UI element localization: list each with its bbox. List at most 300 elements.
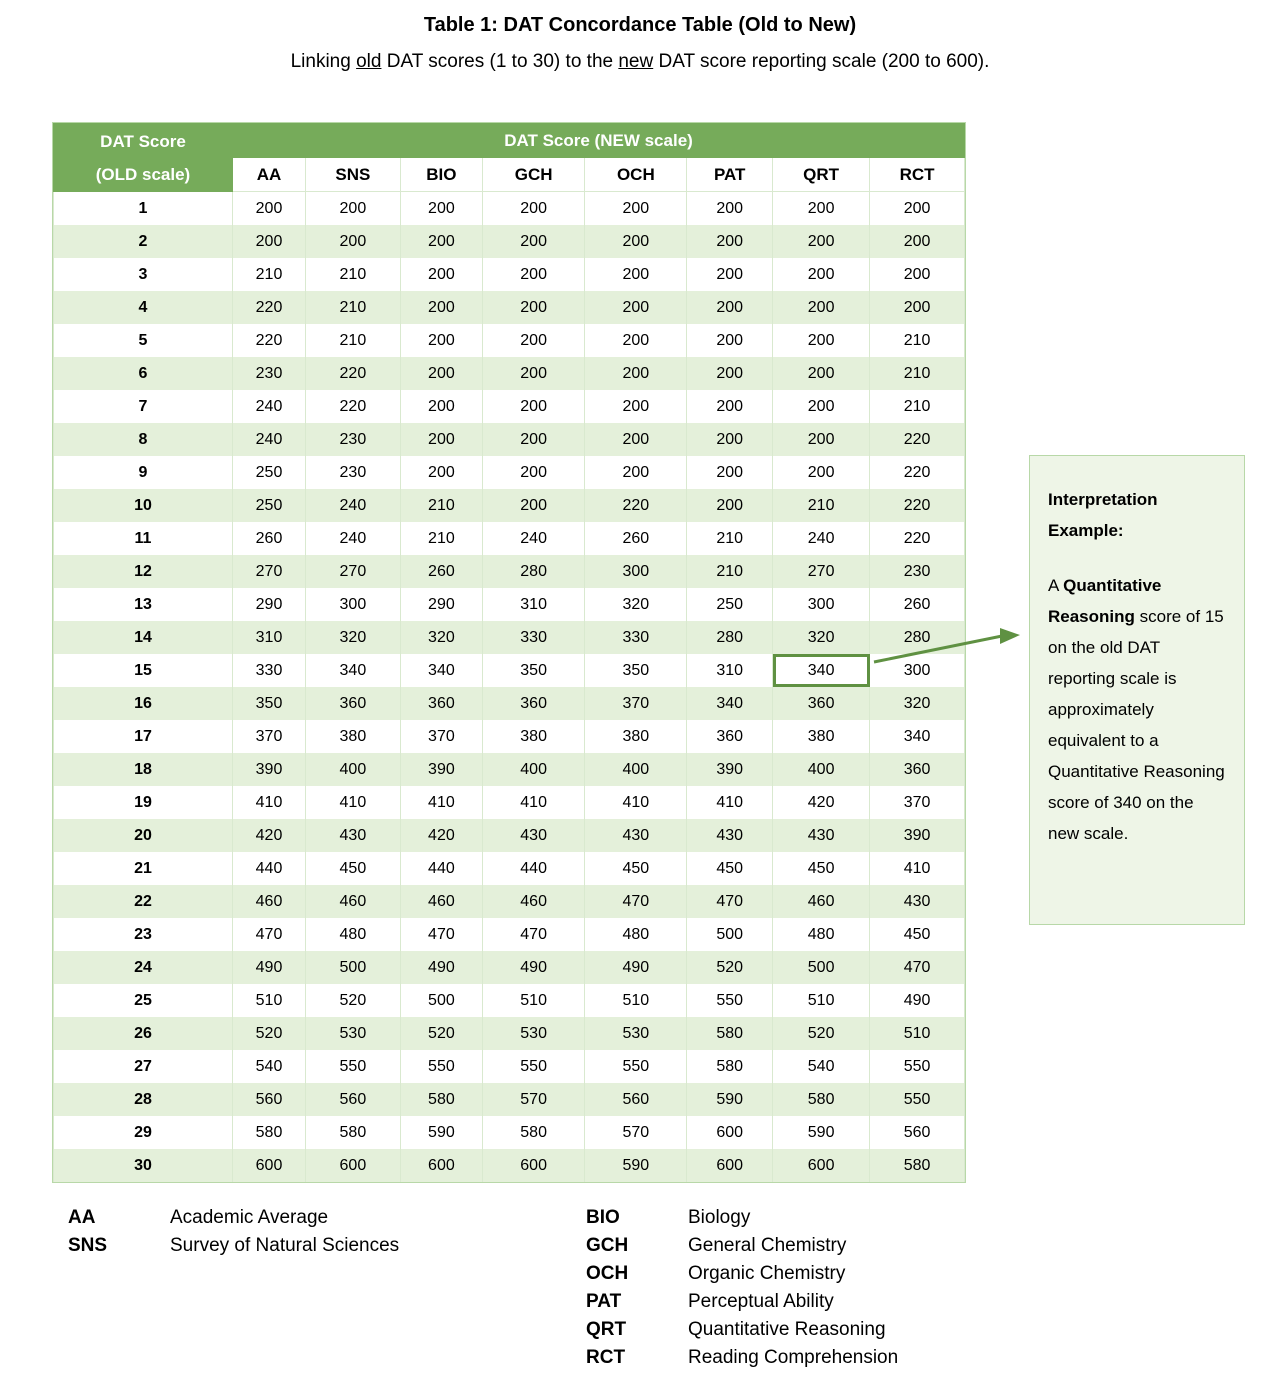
- score-cell-och: 410: [585, 786, 687, 819]
- callout-bold-term: Quantitative Reasoning: [1048, 576, 1162, 626]
- score-cell-sns: 270: [305, 555, 400, 588]
- score-cell-sns: 400: [305, 753, 400, 786]
- score-cell-pat: 200: [687, 456, 773, 489]
- score-cell-och: 590: [585, 1149, 687, 1182]
- score-cell-sns: 220: [305, 390, 400, 423]
- score-cell-bio: 490: [400, 951, 482, 984]
- header-old-scale-line1: DAT Score: [100, 131, 186, 151]
- old-score-cell: 11: [54, 522, 233, 555]
- legend-abbreviation: BIO: [586, 1207, 620, 1228]
- score-cell-gch: 600: [483, 1149, 585, 1182]
- legend-abbreviation: PAT: [586, 1291, 622, 1312]
- score-cell-rct: 550: [870, 1050, 965, 1083]
- score-cell-bio: 200: [400, 357, 482, 390]
- old-score-cell: 2: [54, 225, 233, 258]
- old-score-cell: 27: [54, 1050, 233, 1083]
- score-cell-aa: 290: [233, 588, 306, 621]
- score-cell-qrt: 600: [773, 1149, 870, 1182]
- score-cell-qrt: 420: [773, 786, 870, 819]
- score-cell-gch: 440: [483, 852, 585, 885]
- score-cell-sns: 430: [305, 819, 400, 852]
- score-cell-och: 200: [585, 258, 687, 291]
- header-old-scale: [54, 124, 233, 192]
- score-cell-sns: 520: [305, 984, 400, 1017]
- score-cell-rct: 280: [870, 621, 965, 654]
- score-cell-aa: 350: [233, 687, 306, 720]
- score-cell-pat: 200: [687, 192, 773, 226]
- legend-item: [586, 1260, 898, 1288]
- score-cell-bio: 200: [400, 423, 482, 456]
- score-cell-sns: 580: [305, 1116, 400, 1149]
- column-header-bio: BIO: [400, 158, 482, 192]
- score-cell-aa: 240: [233, 390, 306, 423]
- table-row: [54, 522, 965, 555]
- score-cell-pat: 200: [687, 258, 773, 291]
- score-cell-gch: 400: [483, 753, 585, 786]
- score-cell-qrt: 540: [773, 1050, 870, 1083]
- old-score-cell: 24: [54, 951, 233, 984]
- table-row: [54, 720, 965, 753]
- score-cell-rct: 430: [870, 885, 965, 918]
- score-cell-bio: 470: [400, 918, 482, 951]
- score-cell-sns: 210: [305, 291, 400, 324]
- legend-abbreviation: AA: [68, 1207, 96, 1228]
- score-cell-rct: 550: [870, 1083, 965, 1116]
- score-cell-aa: 440: [233, 852, 306, 885]
- table-row: [54, 786, 965, 819]
- score-cell-qrt: 200: [773, 225, 870, 258]
- score-cell-bio: 200: [400, 324, 482, 357]
- score-cell-rct: 510: [870, 1017, 965, 1050]
- score-cell-bio: 550: [400, 1050, 482, 1083]
- score-cell-gch: 310: [483, 588, 585, 621]
- score-cell-pat: 200: [687, 357, 773, 390]
- old-score-cell: 15: [54, 654, 233, 687]
- score-cell-gch: 200: [483, 225, 585, 258]
- score-cell-aa: 240: [233, 423, 306, 456]
- old-score-cell: 18: [54, 753, 233, 786]
- old-score-cell: 30: [54, 1149, 233, 1182]
- legend-definition: Reading Comprehension: [688, 1347, 899, 1368]
- header-old-scale-line2: (OLD scale): [95, 164, 191, 184]
- score-cell-pat: 390: [687, 753, 773, 786]
- score-cell-gch: 580: [483, 1116, 585, 1149]
- table-row: [54, 192, 965, 226]
- score-cell-sns: 320: [305, 621, 400, 654]
- highlighted-score-cell: 340: [773, 654, 870, 687]
- old-score-cell: 6: [54, 357, 233, 390]
- score-cell-gch: 570: [483, 1083, 585, 1116]
- table-row: [54, 1050, 965, 1083]
- score-cell-pat: 200: [687, 489, 773, 522]
- score-cell-och: 480: [585, 918, 687, 951]
- score-cell-bio: 460: [400, 885, 482, 918]
- score-cell-aa: 420: [233, 819, 306, 852]
- score-cell-qrt: 500: [773, 951, 870, 984]
- legend-abbreviation: OCH: [586, 1263, 629, 1284]
- legend-abbreviation: RCT: [586, 1347, 626, 1368]
- score-cell-och: 260: [585, 522, 687, 555]
- score-cell-aa: 540: [233, 1050, 306, 1083]
- old-score-cell: 5: [54, 324, 233, 357]
- table-row: [54, 357, 965, 390]
- table-row: [54, 489, 965, 522]
- score-cell-rct: 320: [870, 687, 965, 720]
- score-cell-bio: 200: [400, 258, 482, 291]
- page-subtitle: [0, 51, 1280, 73]
- subtitle-part-3: DAT score reporting scale (200 to 600).: [653, 51, 990, 72]
- legend-definition: Perceptual Ability: [688, 1291, 834, 1312]
- score-cell-sns: 220: [305, 357, 400, 390]
- score-cell-och: 200: [585, 291, 687, 324]
- table-row: [54, 423, 965, 456]
- score-cell-qrt: 510: [773, 984, 870, 1017]
- old-score-cell: 19: [54, 786, 233, 819]
- table-row: [54, 984, 965, 1017]
- score-cell-qrt: 320: [773, 621, 870, 654]
- score-cell-gch: 470: [483, 918, 585, 951]
- score-cell-pat: 200: [687, 291, 773, 324]
- score-cell-rct: 210: [870, 324, 965, 357]
- old-score-cell: 13: [54, 588, 233, 621]
- score-cell-bio: 200: [400, 192, 482, 226]
- score-cell-gch: 200: [483, 291, 585, 324]
- score-cell-rct: 370: [870, 786, 965, 819]
- score-cell-gch: 360: [483, 687, 585, 720]
- score-cell-och: 200: [585, 324, 687, 357]
- score-cell-rct: 560: [870, 1116, 965, 1149]
- table-row: [54, 291, 965, 324]
- score-cell-qrt: 200: [773, 423, 870, 456]
- score-cell-pat: 430: [687, 819, 773, 852]
- legend-abbreviation: GCH: [586, 1235, 629, 1256]
- score-cell-qrt: 520: [773, 1017, 870, 1050]
- table-row: [54, 621, 965, 654]
- score-cell-aa: 580: [233, 1116, 306, 1149]
- old-score-cell: 23: [54, 918, 233, 951]
- score-cell-rct: 260: [870, 588, 965, 621]
- table-row: [54, 555, 965, 588]
- score-cell-qrt: 300: [773, 588, 870, 621]
- table-row: [54, 456, 965, 489]
- score-cell-bio: 290: [400, 588, 482, 621]
- score-cell-rct: 360: [870, 753, 965, 786]
- score-cell-aa: 390: [233, 753, 306, 786]
- score-cell-sns: 560: [305, 1083, 400, 1116]
- score-cell-qrt: 430: [773, 819, 870, 852]
- concordance-table: [53, 123, 965, 1182]
- score-cell-pat: 200: [687, 390, 773, 423]
- score-cell-sns: 380: [305, 720, 400, 753]
- table-row: [54, 1149, 965, 1182]
- score-cell-qrt: 200: [773, 390, 870, 423]
- score-cell-sns: 340: [305, 654, 400, 687]
- legend-item: [68, 1204, 399, 1232]
- score-cell-bio: 410: [400, 786, 482, 819]
- score-cell-aa: 330: [233, 654, 306, 687]
- score-cell-gch: 200: [483, 390, 585, 423]
- column-header-gch: GCH: [483, 158, 585, 192]
- score-cell-rct: 200: [870, 192, 965, 226]
- score-cell-qrt: 590: [773, 1116, 870, 1149]
- score-cell-sns: 300: [305, 588, 400, 621]
- score-cell-qrt: 360: [773, 687, 870, 720]
- old-score-cell: 4: [54, 291, 233, 324]
- score-cell-aa: 600: [233, 1149, 306, 1182]
- score-cell-rct: 220: [870, 423, 965, 456]
- score-cell-och: 300: [585, 555, 687, 588]
- table-row: [54, 918, 965, 951]
- score-cell-och: 530: [585, 1017, 687, 1050]
- legend-definition: Organic Chemistry: [688, 1263, 846, 1284]
- subtitle-part-2: DAT scores (1 to 30) to the: [381, 51, 619, 72]
- score-cell-sns: 450: [305, 852, 400, 885]
- column-header-och: OCH: [585, 158, 687, 192]
- legend-column-left: [68, 1204, 399, 1260]
- score-cell-och: 200: [585, 357, 687, 390]
- score-cell-och: 400: [585, 753, 687, 786]
- score-cell-rct: 220: [870, 456, 965, 489]
- score-cell-rct: 210: [870, 390, 965, 423]
- score-cell-och: 350: [585, 654, 687, 687]
- score-cell-sns: 240: [305, 522, 400, 555]
- score-cell-bio: 520: [400, 1017, 482, 1050]
- score-cell-pat: 210: [687, 522, 773, 555]
- score-cell-sns: 460: [305, 885, 400, 918]
- score-cell-aa: 210: [233, 258, 306, 291]
- score-cell-pat: 450: [687, 852, 773, 885]
- score-cell-och: 200: [585, 390, 687, 423]
- score-cell-gch: 410: [483, 786, 585, 819]
- legend-definition: Quantitative Reasoning: [688, 1319, 886, 1340]
- old-score-cell: 12: [54, 555, 233, 588]
- table-header-row-1: [54, 124, 965, 158]
- column-header-qrt: QRT: [773, 158, 870, 192]
- callout-text-part-2: score of 15 on the old DAT reporting scale is approximately equivalent to a Quantitative Reasoning score of 340 on the new scale.: [1048, 607, 1225, 843]
- score-cell-och: 510: [585, 984, 687, 1017]
- legend-abbreviation: QRT: [586, 1319, 627, 1340]
- score-cell-bio: 600: [400, 1149, 482, 1182]
- score-cell-aa: 200: [233, 225, 306, 258]
- score-cell-qrt: 450: [773, 852, 870, 885]
- score-cell-och: 200: [585, 423, 687, 456]
- score-cell-pat: 250: [687, 588, 773, 621]
- score-cell-sns: 210: [305, 258, 400, 291]
- score-cell-aa: 220: [233, 324, 306, 357]
- column-header-pat: PAT: [687, 158, 773, 192]
- score-cell-pat: 500: [687, 918, 773, 951]
- score-cell-gch: 240: [483, 522, 585, 555]
- score-cell-bio: 200: [400, 390, 482, 423]
- score-cell-qrt: 200: [773, 192, 870, 226]
- score-cell-rct: 580: [870, 1149, 965, 1182]
- score-cell-aa: 460: [233, 885, 306, 918]
- score-cell-bio: 210: [400, 489, 482, 522]
- score-cell-pat: 590: [687, 1083, 773, 1116]
- table-body: [54, 192, 965, 1183]
- score-cell-rct: 390: [870, 819, 965, 852]
- table-row: [54, 951, 965, 984]
- old-score-cell: 22: [54, 885, 233, 918]
- score-cell-pat: 200: [687, 225, 773, 258]
- old-score-cell: 1: [54, 192, 233, 226]
- score-cell-aa: 310: [233, 621, 306, 654]
- score-cell-bio: 210: [400, 522, 482, 555]
- score-cell-sns: 480: [305, 918, 400, 951]
- score-cell-och: 550: [585, 1050, 687, 1083]
- score-cell-och: 220: [585, 489, 687, 522]
- legend-definition: Biology: [688, 1207, 751, 1228]
- score-cell-och: 380: [585, 720, 687, 753]
- score-cell-sns: 550: [305, 1050, 400, 1083]
- score-cell-rct: 470: [870, 951, 965, 984]
- score-cell-qrt: 200: [773, 324, 870, 357]
- legend-item: [586, 1344, 898, 1372]
- column-header-sns: SNS: [305, 158, 400, 192]
- score-cell-bio: 260: [400, 555, 482, 588]
- old-score-cell: 10: [54, 489, 233, 522]
- legend-item: [586, 1288, 898, 1316]
- score-cell-aa: 230: [233, 357, 306, 390]
- score-cell-rct: 200: [870, 258, 965, 291]
- score-cell-och: 470: [585, 885, 687, 918]
- score-cell-rct: 210: [870, 357, 965, 390]
- score-cell-qrt: 580: [773, 1083, 870, 1116]
- score-cell-och: 370: [585, 687, 687, 720]
- score-cell-rct: 450: [870, 918, 965, 951]
- score-cell-bio: 580: [400, 1083, 482, 1116]
- table-row: [54, 258, 965, 291]
- score-cell-qrt: 460: [773, 885, 870, 918]
- page-title: Table 1: DAT Concordance Table (Old to New): [423, 14, 857, 36]
- score-cell-bio: 200: [400, 456, 482, 489]
- score-cell-aa: 560: [233, 1083, 306, 1116]
- score-cell-pat: 200: [687, 324, 773, 357]
- old-score-cell: 21: [54, 852, 233, 885]
- table-row: [54, 1083, 965, 1116]
- score-cell-pat: 360: [687, 720, 773, 753]
- concordance-table-container: [52, 122, 966, 1183]
- score-cell-sns: 600: [305, 1149, 400, 1182]
- score-cell-sns: 200: [305, 225, 400, 258]
- score-cell-sns: 530: [305, 1017, 400, 1050]
- old-score-cell: 28: [54, 1083, 233, 1116]
- score-cell-gch: 460: [483, 885, 585, 918]
- score-cell-rct: 300: [870, 654, 965, 687]
- score-cell-bio: 440: [400, 852, 482, 885]
- score-cell-sns: 200: [305, 192, 400, 226]
- score-cell-pat: 280: [687, 621, 773, 654]
- score-cell-pat: 580: [687, 1017, 773, 1050]
- legend-definition: Survey of Natural Sciences: [170, 1235, 400, 1256]
- score-cell-aa: 490: [233, 951, 306, 984]
- old-score-cell: 25: [54, 984, 233, 1017]
- score-cell-aa: 370: [233, 720, 306, 753]
- legend-definition: Academic Average: [170, 1207, 329, 1228]
- score-cell-pat: 340: [687, 687, 773, 720]
- callout-title: Interpretation Example:: [1048, 490, 1158, 540]
- score-cell-aa: 200: [233, 192, 306, 226]
- score-cell-bio: 370: [400, 720, 482, 753]
- score-cell-qrt: 240: [773, 522, 870, 555]
- old-score-cell: 16: [54, 687, 233, 720]
- score-cell-aa: 220: [233, 291, 306, 324]
- score-cell-aa: 270: [233, 555, 306, 588]
- legend-item: [586, 1316, 898, 1344]
- score-cell-sns: 210: [305, 324, 400, 357]
- old-score-cell: 9: [54, 456, 233, 489]
- score-cell-pat: 520: [687, 951, 773, 984]
- legend-definition: General Chemistry: [688, 1235, 847, 1256]
- subtitle-underline-new: new: [618, 51, 654, 72]
- score-cell-gch: 350: [483, 654, 585, 687]
- score-cell-bio: 390: [400, 753, 482, 786]
- old-score-cell: 20: [54, 819, 233, 852]
- score-cell-pat: 550: [687, 984, 773, 1017]
- subtitle-part-1: Linking: [290, 51, 357, 72]
- table-row: [54, 1017, 965, 1050]
- score-cell-qrt: 210: [773, 489, 870, 522]
- score-cell-rct: 340: [870, 720, 965, 753]
- score-cell-gch: 330: [483, 621, 585, 654]
- score-cell-bio: 590: [400, 1116, 482, 1149]
- callout-text-part-1: A: [1048, 576, 1064, 595]
- score-cell-sns: 230: [305, 456, 400, 489]
- table-row: [54, 588, 965, 621]
- column-header-rct: RCT: [870, 158, 965, 192]
- table-row: [54, 390, 965, 423]
- score-cell-pat: 310: [687, 654, 773, 687]
- legend-abbreviation: SNS: [68, 1235, 108, 1256]
- score-cell-bio: 200: [400, 225, 482, 258]
- score-cell-sns: 500: [305, 951, 400, 984]
- old-score-cell: 17: [54, 720, 233, 753]
- old-score-cell: 14: [54, 621, 233, 654]
- score-cell-aa: 260: [233, 522, 306, 555]
- interpretation-callout: [1029, 455, 1245, 925]
- score-cell-pat: 410: [687, 786, 773, 819]
- score-cell-gch: 200: [483, 357, 585, 390]
- score-cell-aa: 520: [233, 1017, 306, 1050]
- score-cell-och: 200: [585, 192, 687, 226]
- score-cell-gch: 430: [483, 819, 585, 852]
- score-cell-rct: 230: [870, 555, 965, 588]
- score-cell-och: 450: [585, 852, 687, 885]
- legend-item: [586, 1204, 898, 1232]
- old-score-cell: 3: [54, 258, 233, 291]
- score-cell-och: 330: [585, 621, 687, 654]
- score-cell-pat: 470: [687, 885, 773, 918]
- score-cell-bio: 360: [400, 687, 482, 720]
- score-cell-bio: 420: [400, 819, 482, 852]
- score-cell-pat: 600: [687, 1149, 773, 1182]
- score-cell-gch: 490: [483, 951, 585, 984]
- score-cell-gch: 200: [483, 456, 585, 489]
- legend-item: [586, 1232, 898, 1260]
- score-cell-bio: 320: [400, 621, 482, 654]
- score-cell-gch: 550: [483, 1050, 585, 1083]
- score-cell-pat: 200: [687, 423, 773, 456]
- score-cell-gch: 380: [483, 720, 585, 753]
- score-cell-rct: 490: [870, 984, 965, 1017]
- score-cell-gch: 530: [483, 1017, 585, 1050]
- old-score-cell: 8: [54, 423, 233, 456]
- score-cell-pat: 600: [687, 1116, 773, 1149]
- score-cell-qrt: 200: [773, 258, 870, 291]
- score-cell-gch: 510: [483, 984, 585, 1017]
- table-row: [54, 753, 965, 786]
- score-cell-och: 560: [585, 1083, 687, 1116]
